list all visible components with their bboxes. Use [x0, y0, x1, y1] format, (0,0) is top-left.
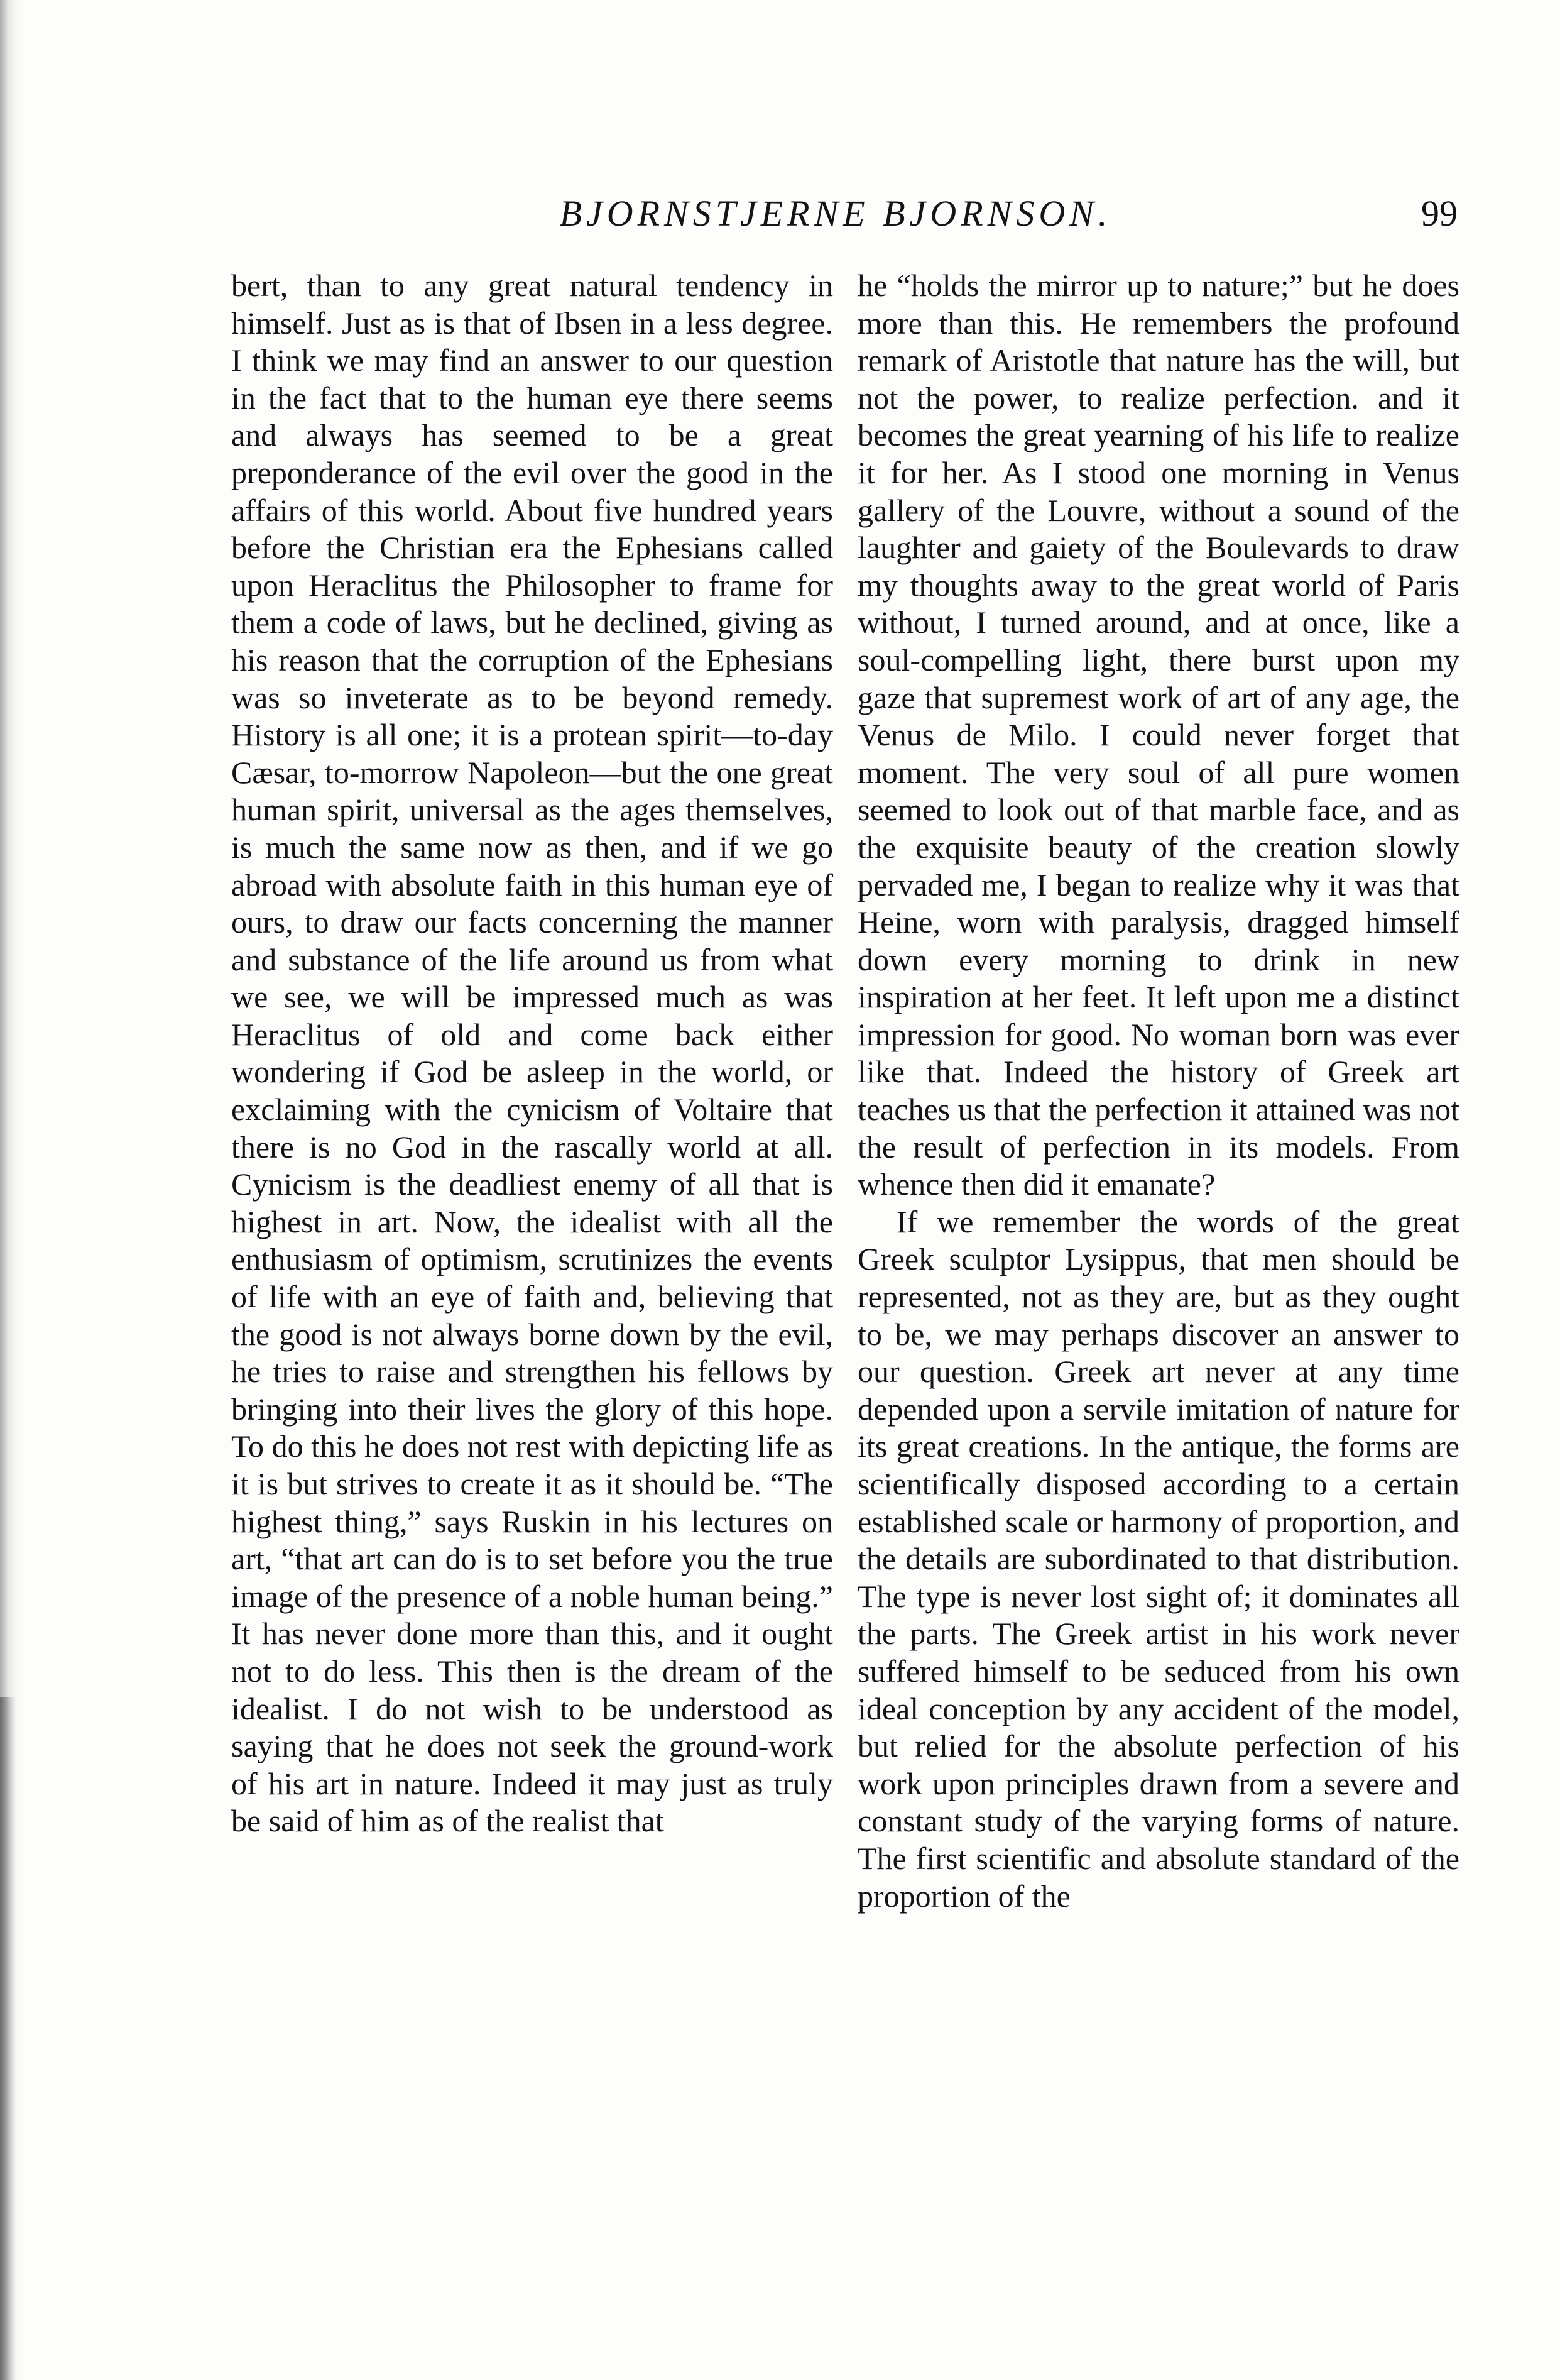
right-column — [858, 267, 1459, 1915]
right-column-paragraph-2: If we remember the words of the great Greek sculptor Lysippus, that men should be represented, not as they are, but as they ought to be, we may perhaps discover an answer to our question. Greek art never at any time depended upon a servile imitation of nature for its great creations. In the antique, the forms are scientifically disposed according to a certain established scale or harmony of proportion, and the details are subordinated to that distribution. The type is never lost sight of; it dominates all the parts. The Greek artist in his work never suffered himself to be seduced from his own ideal conception by any accident of the model, but relied for the absolute perfection of his work upon principles drawn from a severe and constant study of the varying forms of nature. The first scientific and absolute standard of the proportion of the — [858, 1204, 1459, 1914]
page-number: 99 — [1421, 193, 1458, 234]
page-header — [232, 189, 1458, 239]
binding-edge-shadow — [0, 1697, 16, 2380]
right-column-paragraph-1: he “holds the mirror up to nature;” but he does more than this. He remembers the profound remark of Aristotle that nature has the will, but not the power, to realize perfection. and it becomes the great yearning of his life to realize it for her. As I stood one morning in Venus gallery of the Louvre, without a sound of the laughter and gaiety of the Boulevards to draw my thoughts away to the great world of Paris without, I turned around, and at once, like a soul-compelling light, there burst upon my gaze that supremest work of art of any age, the Venus de Milo. I could never forget that moment. The very soul of all pure women seemed to look out of that marble face, and as the exquisite beauty of the creation slowly pervaded me, I began to realize why it was that Heine, worn with paralysis, dragged himself down every morning to drink in new inspiration at her feet. It left upon me a distinct impression for good. No woman born was ever like that. Indeed the history of Greek art teaches us that the perfection it attained was not the result of perfection in its models. From whence then did it emanate? — [858, 268, 1459, 1202]
left-column-paragraph: bert, than to any great natural tendency in himself. Just as is that of Ibsen in a less degree. I think we may find an answer to our question in the fact that to the human eye there seems and always has seemed to be a great preponderance of the evil over the good in the affairs of this world. About five hundred years before the Christian era the Ephesians called upon Heraclitus the Philosopher to frame for them a code of laws, but he declined, giving as his reason that the corruption of the Ephesians was so inveterate as to be beyond remedy. History is all one; it is a protean spirit—to-day Cæsar, to-morrow Napoleon—but the one great human spirit, universal as the ages themselves, is much the same now as then, and if we go abroad with absolute faith in this human eye of ours, to draw our facts concerning the manner and substance of the life around us from what we see, we will be impressed much as was Heraclitus of old and come back either wondering if God be asleep in the world, or exclaiming with the cynicism of Voltaire that there is no God in the rascally world at all. Cynicism is the deadliest enemy of all that is highest in art. Now, the idealist with all the enthusiasm of optimism, scrutinizes the events of life with an eye of faith and, believing that the good is not always borne down by the evil, he tries to raise and strengthen his fellows by bringing into their lives the glory of this hope. To do this he does not rest with depicting life as it is but strives to create it as it should be. “The highest thing,” says Ruskin in his lectures on art, “that art can do is to set before you the true image of the presence of a noble human being.” It has never done more than this, and it ought not to do less. This then is the dream of the idealist. I do not wish to be understood as saying that he does not seek the ground-work of his art in nature. Indeed it may just as truly be said of him as of the realist that — [231, 268, 833, 1839]
left-column — [231, 267, 833, 1840]
running-head: BJORNSTJERNE BJORNSON. — [559, 193, 1112, 234]
